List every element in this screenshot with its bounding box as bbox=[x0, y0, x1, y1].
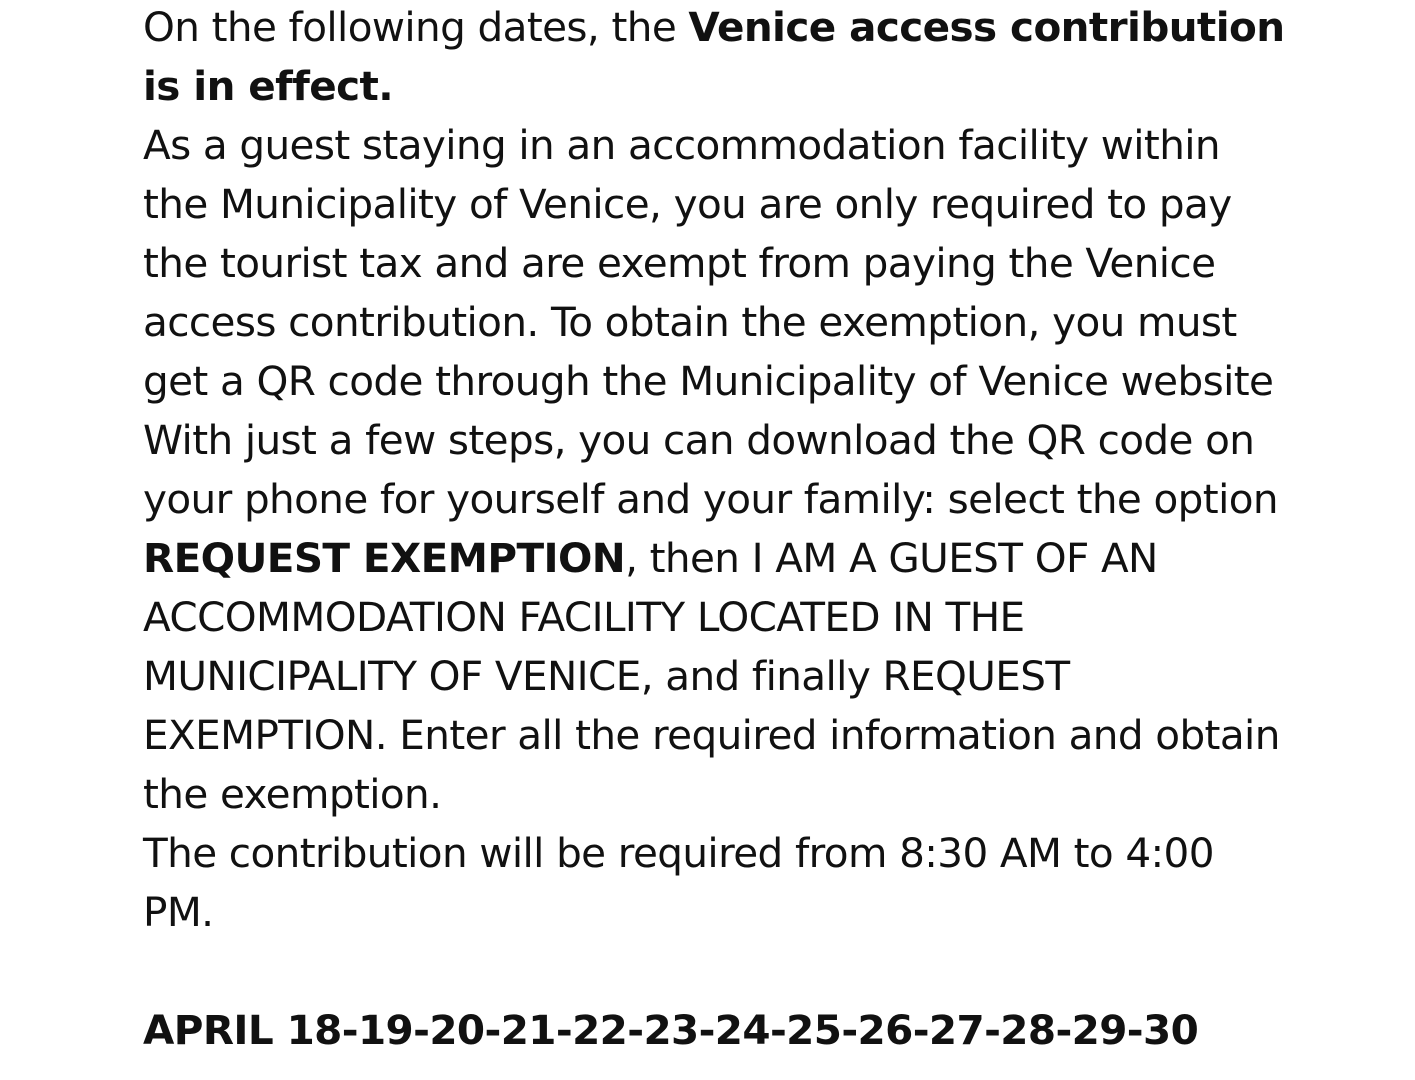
dates-line bbox=[143, 1001, 1293, 1060]
steps-option-bold: REQUEST EXEMPTION bbox=[143, 534, 626, 582]
intro-bold-text: Venice access contribution is in effect. bbox=[143, 3, 1285, 110]
intro-paragraph bbox=[143, 0, 1293, 116]
steps-text-end: , then I AM A GUEST OF AN ACCOMMODATION FACILITY LOCATED IN THE MUNICIPALITY OF VENICE, and finally REQUEST EXEMPTION. Enter all the required information and obtain the exemption. bbox=[143, 534, 1280, 818]
steps-paragraph bbox=[143, 411, 1293, 824]
steps-text-start: With just a few steps, you can download the QR code on your phone for yourself and your family: select the option bbox=[143, 416, 1278, 523]
document-body bbox=[143, 0, 1293, 1060]
dates-month: APRIL bbox=[143, 1006, 274, 1054]
guest-paragraph: As a guest staying in an accommodation facility within the Municipality of Venice, you are only required to pay the tourist tax and are exempt from paying the Venice access contribution. To obtain the exemption, you must get a QR code through the Municipality of Venice website bbox=[143, 121, 1274, 405]
hours-paragraph: The contribution will be required from 8:30 AM to 4:00 PM. bbox=[143, 829, 1214, 936]
dates-days: 18-19-20-21-22-23-24-25-26-27-28-29-30 bbox=[286, 1006, 1199, 1054]
intro-text: On the following dates, the bbox=[143, 3, 689, 51]
blank-line bbox=[143, 942, 1293, 1001]
